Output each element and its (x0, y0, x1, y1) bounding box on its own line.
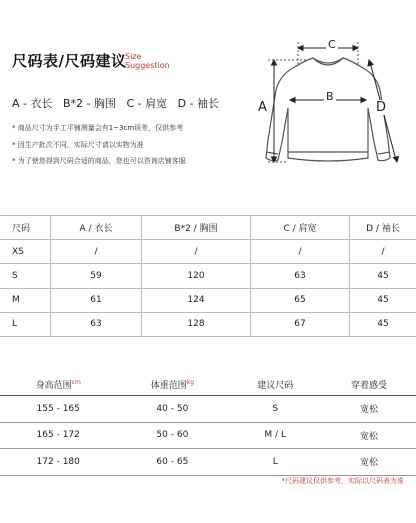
rec-table-header (0, 373, 416, 396)
size-cell: L (228, 449, 322, 476)
label-d: D (376, 100, 387, 115)
label-b: B (326, 90, 334, 103)
size-cell: S (0, 264, 51, 288)
size-cell: XS (0, 240, 51, 264)
unit-cm: cm (71, 378, 81, 386)
size-recommendation-table (0, 373, 416, 476)
col-header: C / 肩宽 (251, 216, 350, 240)
value-cell: 45 (350, 312, 416, 336)
weight-cell: 40 - 50 (116, 396, 228, 423)
unit-kg: kg (186, 378, 195, 386)
page-title: 尺码表/尺码建议 (12, 52, 127, 70)
label-a: A (258, 100, 267, 115)
size-cell: L (0, 312, 51, 336)
value-cell: 67 (251, 312, 350, 336)
subtitle-line2: Suggestion (125, 61, 170, 70)
height-header: 身高范围 (35, 380, 72, 391)
fit-cell: 宽松 (322, 449, 416, 476)
measurement-legend: A - 衣长 B*2 - 胸围 C - 肩宽 D - 袖长 (12, 97, 220, 110)
col-header (0, 373, 116, 396)
subtitle-line1: Size (125, 52, 142, 61)
table-row (0, 264, 416, 288)
col-header: A / 衣长 (51, 216, 142, 240)
table-row (0, 288, 416, 312)
col-header: 尺码 (0, 216, 51, 240)
sweatshirt-outline (266, 58, 390, 161)
size-cell: S (228, 396, 322, 423)
note-3: * 为了使您得到尺码合适的商品，您也可以咨询店铺客服 (12, 157, 186, 165)
fit-cell: 宽松 (322, 396, 416, 423)
table-row (0, 312, 416, 336)
value-cell: 45 (350, 288, 416, 312)
weight-header: 体重范围 (150, 380, 187, 391)
value-cell: 65 (251, 288, 350, 312)
value-cell: 120 (142, 264, 251, 288)
value-cell: 128 (142, 312, 251, 336)
weight-cell: 50 - 60 (116, 422, 228, 449)
col-header: B*2 / 胸围 (142, 216, 251, 240)
fit-cell: 宽松 (322, 422, 416, 449)
value-cell: / (51, 240, 142, 264)
col-header: 穿着感受 (322, 373, 416, 396)
value-cell: 61 (51, 288, 142, 312)
value-cell: / (251, 240, 350, 264)
value-cell: 63 (251, 264, 350, 288)
height-cell: 155 - 165 (0, 396, 116, 423)
table-row (0, 422, 416, 449)
col-header: 建议尺码 (228, 373, 322, 396)
table-row (0, 240, 416, 264)
footnote: *尺码建议仅供参考，实际以尺码表为准 (281, 477, 404, 485)
value-cell: 45 (350, 264, 416, 288)
value-cell: / (142, 240, 251, 264)
value-cell: 59 (51, 264, 142, 288)
label-c: C (328, 38, 336, 51)
size-cell: M / L (228, 422, 322, 449)
page-subtitle (125, 52, 170, 70)
table-row (0, 449, 416, 476)
size-table-header (0, 216, 416, 240)
height-cell: 165 - 172 (0, 422, 116, 449)
size-cell: M (0, 288, 51, 312)
size-table (0, 215, 416, 337)
col-header: D / 袖长 (350, 216, 416, 240)
note-2: * 因生产批次不同，实际尺寸请以实物为准 (12, 141, 144, 149)
height-cell: 172 - 180 (0, 449, 116, 476)
value-cell: 63 (51, 312, 142, 336)
note-1: * 商品尺寸为手工平铺测量会有1~3cm误差，仅供参考 (12, 124, 184, 132)
table-row (0, 396, 416, 423)
value-cell: / (350, 240, 416, 264)
weight-cell: 60 - 65 (116, 449, 228, 476)
value-cell: 124 (142, 288, 251, 312)
col-header (116, 373, 228, 396)
